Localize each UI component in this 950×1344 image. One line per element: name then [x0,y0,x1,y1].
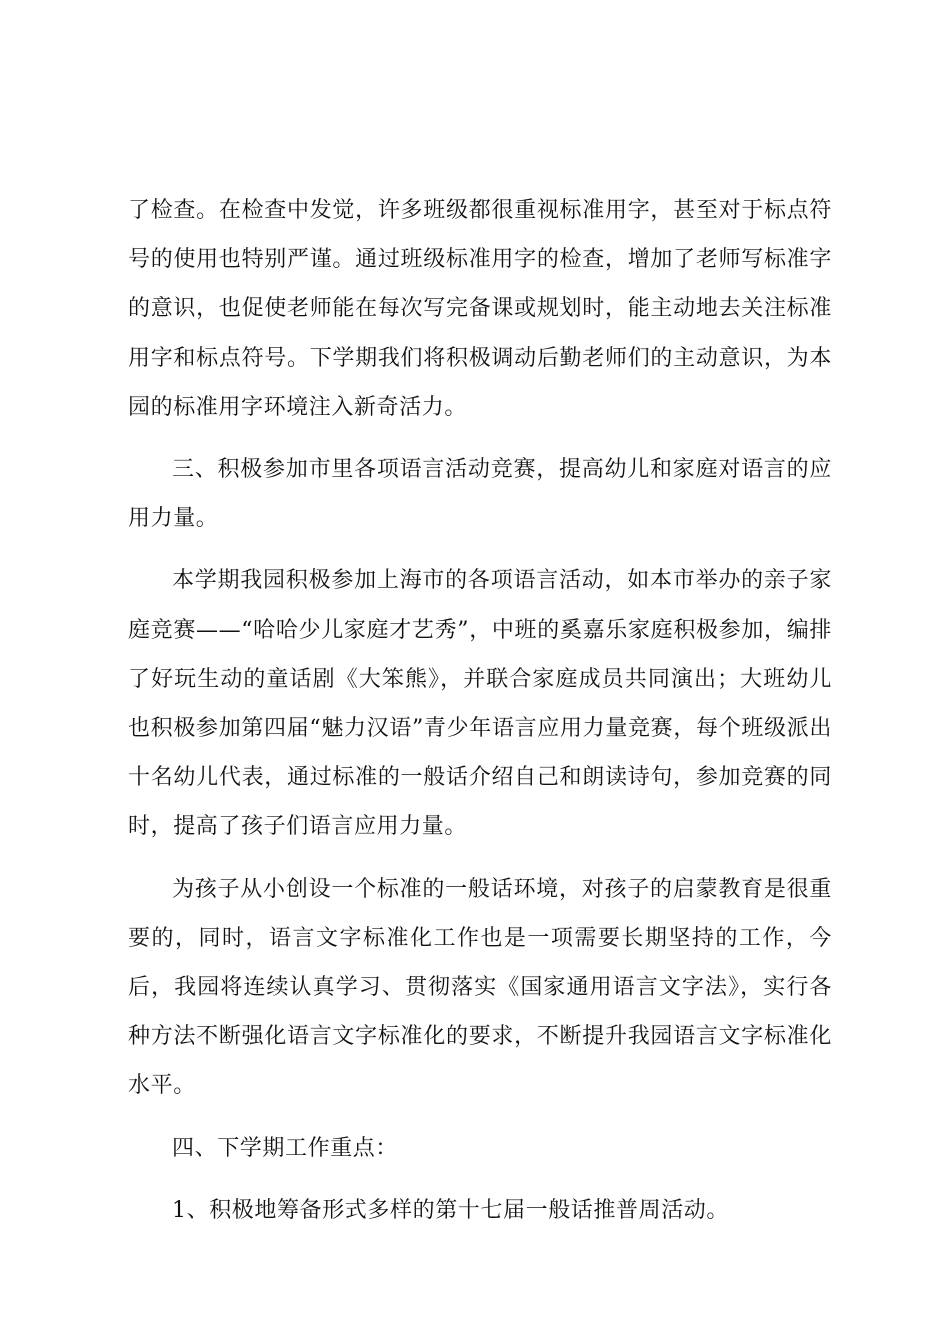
paragraph-item-one: 1、积极地筹备形式多样的第十七届一般话推普周活动。 [172,1197,729,1223]
document-body [128,186,832,1235]
paragraph-standardization-commitment: 为孩子从小创设一个标准的一般话环境，对孩子的启蒙教育是很重要的，同时，语言文字标准化工作也是一项需要长期坚持的工作，今后，我园将连续认真学习、贯彻落实《国家通用语言文字法》，实行各种方法不断强化语言文字标准化的要求，不断提升我园语言文字标准化水平。 [128,876,832,1099]
paragraph-language-competitions: 本学期我园积极参加上海市的各项语言活动，如本市举办的亲子家庭竞赛——“哈哈少儿家庭才艺秀”，中班的奚嘉乐家庭积极参加，编排了好玩生动的童话剧《大笨熊》，并联合家庭成员共同演出；大班幼儿也积极参加第四届“魅力汉语”青少年语言应用力量竞赛，每个班级派出十名幼儿代表，通过标准的一般话介绍自己和朗读诗句，参加竞赛的同时，提高了孩子们语言应用力量。 [128,568,832,840]
paragraph-standard-characters-check: 了检查。在检查中发觉，许多班级都很重视标准用字，甚至对于标点符号的使用也特别严谨。通过班级标准用字的检查，增加了老师写标准字的意识，也促使老师能在每次写完备课或规划时，能主动地去关注标准用字和标点符号。下学期我们将积极调动后勤老师们的主动意识，为本园的标准用字环境注入新奇活力。 [128,198,832,420]
paragraph-section-three-heading: 三、积极参加市里各项语言活动竞赛，提高幼儿和家庭对语言的应用力量。 [128,457,832,532]
paragraph-section-four-heading: 四、下学期工作重点： [172,1135,399,1161]
